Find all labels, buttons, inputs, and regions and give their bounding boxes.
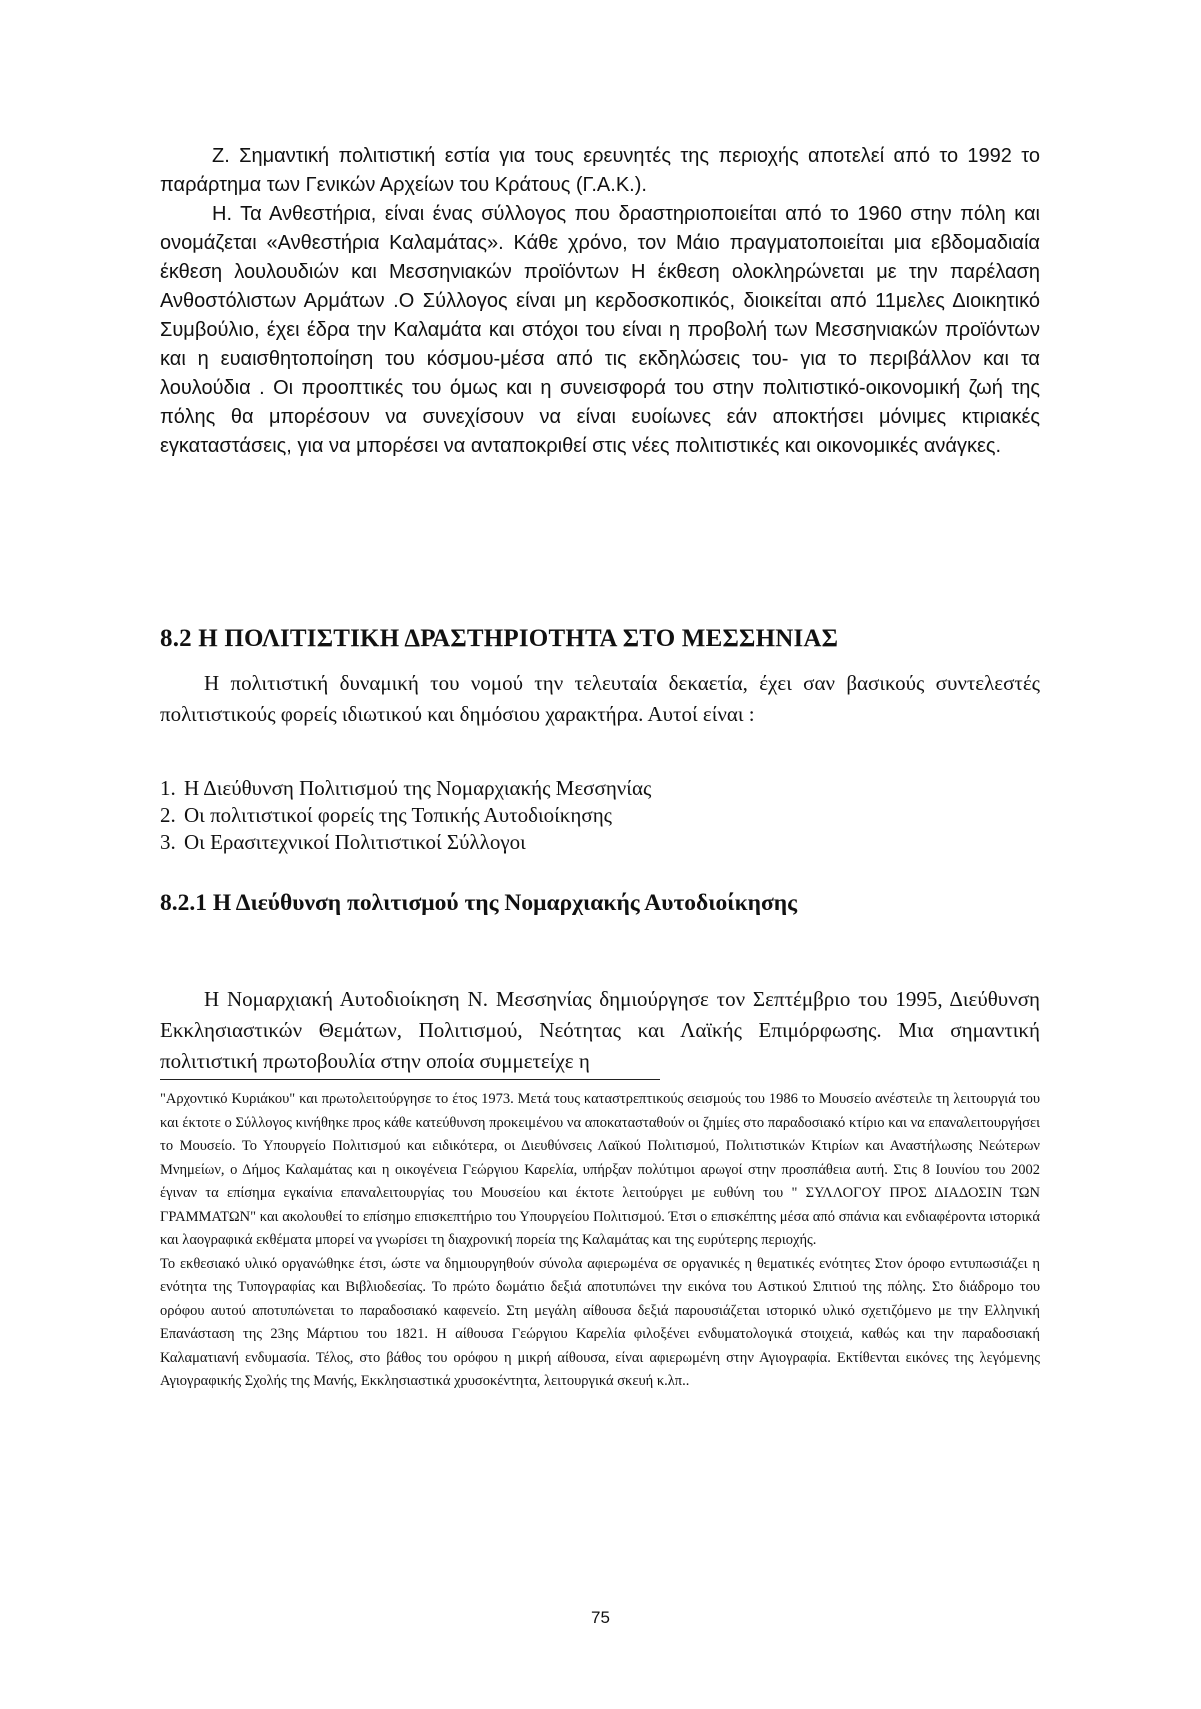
cultural-bodies-list — [160, 775, 1040, 856]
list-item-number: 1. — [160, 776, 176, 800]
paragraph-z: Ζ. Σημαντική πολιτιστική εστία για τους ερευνητές της περιοχής αποτελεί από το 1992 το παράρτημα των Γενικών Αρχείων του Κράτους (Γ.Α.Κ.). — [160, 145, 1040, 196]
footnote — [160, 1088, 1040, 1394]
list-item — [160, 775, 1040, 802]
list-item-number: 2. — [160, 803, 176, 827]
section-intro-paragraph: Η πολιτιστική δυναμική του νομού την τελευταία δεκαετία, έχει σαν βασικούς συντελεστές πολιτιστικούς φορείς ιδιωτικού και δημόσιου χαρακτήρα. Αυτοί είναι : — [160, 671, 1040, 726]
footnote-paragraph: Το εκθεσιακό υλικό οργανώθηκε έτσι, ώστε να δημιουργηθούν σύνολα αφιερωμένα σε οργανικές η θεματικές ενότητες Στον όροφο εντυπωσιάζει η ενότητα της Τυπογραφίας και Βιβλιοδεσίας. Το πρώτο δωμάτιο δεξιά αποτυπώνει την εικόνα του Αστικού Σπιτιού της πόλης. Στο διάδρομο του ορόφου αυτού αποτυπώνεται το παραδοσιακό καφενείο. Στη μεγάλη αίθουσα δεξιά παρουσιάζεται ιστορικό υλικό σχετιζόμενο με την Ελληνική Επανάσταση της 23ης Μάρτιου του 1821. Η αίθουσα Γεώργιου Καρελία φιλοξένει ενδυματολογικά στοιχειά, καθώς και την παραδοσιακή Καλαματιανή ενδυμασία. Τέλος, στο βάθος του ορόφου η μικρή αίθουσα, είναι αφιερωμένη στην Αγιογραφία. Εκτίθενται εικόνες της λεγόμενης Αγιογραφικής Σχολής της Μανής, Εκκλησιαστικά χρυσοκέντητα, λειτουργικά σκευή κ.λπ.. — [160, 1255, 1040, 1389]
list-item-text: Οι πολιτιστικοί φορείς της Τοπικής Αυτοδιοίκησης — [184, 803, 612, 827]
list-item — [160, 829, 1040, 856]
list-item — [160, 802, 1040, 829]
subsection-heading: 8.2.1 Η Διεύθυνση πολιτισμού της Νομαρχιακής Αυτοδιοίκησης — [160, 890, 798, 916]
list-item-text: Η Διεύθυνση Πολιτισμού της Νομαρχιακής Μεσσηνίας — [184, 776, 652, 800]
section-heading: 8.2 Η ΠΟΛΙΤΙΣΤΙΚΗ ΔΡΑΣΤΗΡΙΟΤΗΤΑ ΣΤΟ ΜΕΣΣΗΝΙΑΣ — [160, 625, 839, 652]
list-item-number: 3. — [160, 830, 176, 854]
footnote-divider — [160, 1079, 660, 1080]
paragraph-h-anthestiria: Η. Τα Ανθεστήρια, είναι ένας σύλλογος που δραστηριοποιείται από το 1960 στην πόλη και ονομάζεται «Ανθεστήρια Καλαμάτας». Κάθε χρόνο, τον Μάιο πραγματοποιείται μια εβδομαδιαία έκθεση λουλουδιών και Μεσσηνιακών προϊόντων Η έκθεση ολοκληρώνεται με την παρέλαση Ανθοστόλιστων Αρμάτων .Ο Σύλλογος είναι μη κερδοσκοπικός, διοικείται από 11μελες Διοικητικό Συμβούλιο, έχει έδρα την Καλαμάτα και στόχοι του είναι η προβολή των Μεσσηνιακών προϊόντων και η ευαισθητοποίηση του κόσμου-μέσα από τις εκδηλώσεις του- για το περιβάλλον και τα λουλούδια . Οι προοπτικές του όμως και η συνεισφορά του στην πολιτιστικό-οικονομική ζωή της πόλης θα μπορέσουν να συνεχίσουν να είναι ευοίωνες εάν αποκτήσει μόνιμες κτιριακές εγκαταστάσεις, για να μπορέσει να ανταποκριθεί στις νέες πολιτιστικές και οικονομικές ανάγκες. — [160, 203, 1040, 457]
page-number: 75 — [591, 1608, 610, 1627]
footnote-paragraph: "Αρχοντικό Κυριάκου" και πρωτολειτούργησε το έτος 1973. Μετά τους καταστρεπτικούς σεισμούς του 1986 το Μουσείο ανέστειλε τη λειτουργιά του και έκτοτε ο Σύλλογος κινήθηκε προς κάθε κατεύθυνση προκειμένου να αποκατασταθούν οι ζημίες στο παραδοσιακό κτίριο και να επαναλειτουργήσει το Μουσείο. Το Υπουργείο Πολιτισμού και ειδικότερα, οι Διευθύνσεις Λαϊκού Πολιτισμού, Πολιτιστικών Κτιρίων και Αναστήλωσης Νεώτερων Μνημείων, ο Δήμος Καλαμάτας και η οικογένεια Γεώργιου Καρελία, υπήρξαν πολύτιμοι αρωγοί στην προσπάθεια αυτή. Στις 8 Ιουνίου του 2002 έγιναν τα επίσημα εγκαίνια επαναλειτουργίας του Μουσείου και έκτοτε λειτούργει με ευθύνη του " ΣΥΛΛΟΓΟΥ ΠΡΟΣ ΔΙΑΔΟΣΙΝ ΤΩΝ ΓΡΑΜΜΑΤΩΝ" και ακολουθεί το επίσημο επισκεπτήριο του Υπουργείου Πολιτισμού. Έτσι ο επισκέπτης μέσα από σπάνια και ενδιαφέροντα ιστορικά και λαογραφικά εκθέματα μπορεί να γνωρίσει τη διαχρονική πορεία της Καλαμάτας και της ευρύτερης περιοχής. — [160, 1091, 1040, 1248]
subsection-paragraph: Η Νομαρχιακή Αυτοδιοίκηση Ν. Μεσσηνίας δημιούργησε τον Σεπτέμβριο του 1995, Διεύθυνση Εκκλησιαστικών Θεμάτων, Πολιτισμού, Νεότητας και Λαϊκής Επιμόρφωσης. Μια σημαντική πολιτιστική πρωτοβουλία στην οποία συμμετείχε η — [160, 987, 1040, 1073]
list-item-text: Οι Ερασιτεχνικοί Πολιτιστικοί Σύλλογοι — [184, 830, 526, 854]
